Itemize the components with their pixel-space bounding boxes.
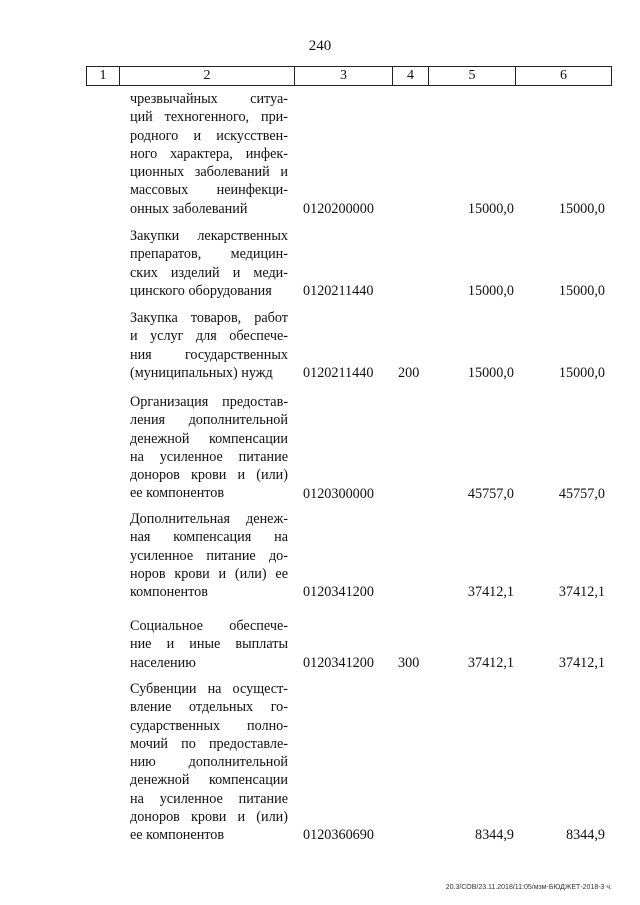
description-line: ная компенсация на: [130, 529, 288, 546]
description-line: Социальное обеспече-: [130, 618, 288, 634]
row-description: [130, 617, 288, 672]
description-line: населению: [130, 654, 196, 671]
row-code: 0120341200: [303, 584, 374, 601]
row-amount-col5: 37412,1: [467, 584, 514, 601]
description-line: Дополнительная денеж-: [130, 511, 288, 527]
table-header: [86, 66, 612, 86]
row-description: [130, 309, 288, 382]
page-number: 240: [308, 38, 332, 54]
row-expense-type: 200: [398, 364, 420, 381]
row-code: 0120341200: [303, 654, 374, 671]
description-line: доноров крови и (или): [130, 467, 288, 484]
row-code: 0120360690: [303, 827, 374, 844]
description-line: ние и иные выплаты: [130, 636, 288, 653]
row-amount-col5: 37412,1: [467, 654, 514, 671]
row-code: 0120300000: [303, 485, 374, 502]
row-amount-col6: 37412,1: [558, 654, 605, 671]
description-line: и услуг для обеспече-: [130, 328, 288, 345]
row-description: [130, 393, 288, 503]
row-amount-col5: 15000,0: [467, 364, 514, 381]
footer-stamp: 20.3/СОВ/23.11.2018/11:05/мзм-БЮДЖЕТ-2018-3 ч.: [445, 884, 612, 891]
description-line: ских изделий и меди-: [130, 264, 288, 281]
description-line: мочий по предоставле-: [130, 735, 288, 752]
description-line: чрезвычайных ситуа-: [130, 91, 288, 107]
row-amount-col5: 15000,0: [467, 200, 514, 217]
description-line: Закупка товаров, работ: [130, 310, 288, 326]
description-line: ций техногенного, при-: [130, 109, 288, 126]
description-line: ее компонентов: [130, 827, 225, 844]
description-line: вление отдельных го-: [130, 699, 288, 716]
description-line: компонентов: [130, 584, 208, 601]
row-amount-col5: 15000,0: [467, 282, 514, 299]
description-line: на усиленное питание: [130, 448, 288, 465]
description-line: Закупки лекарственных: [130, 228, 288, 244]
description-line: норов крови и (или) ее: [130, 565, 288, 582]
description-line: цинского оборудования: [130, 282, 272, 299]
row-expense-type: 300: [398, 654, 420, 671]
description-line: родного и искусствен-: [130, 127, 288, 144]
description-line: ее компонентов: [130, 485, 225, 502]
row-amount-col6: 45757,0: [558, 485, 605, 502]
description-line: нию дополнительной: [130, 754, 288, 771]
row-code: 0120200000: [303, 200, 374, 217]
row-description: [130, 90, 288, 218]
header-col-6: 6: [560, 68, 567, 83]
header-col-5: 5: [429, 67, 516, 85]
row-description: [130, 680, 288, 845]
description-line: Субвенции на осущест-: [130, 681, 288, 697]
description-line: ления дополнительной: [130, 412, 288, 429]
description-line: денежной компенсации: [130, 430, 288, 447]
row-code: 0120211440: [303, 282, 374, 299]
row-amount-col5: 8344,9: [474, 827, 514, 844]
description-line: массовых неинфекци-: [130, 182, 288, 199]
header-col-3: 3: [295, 67, 393, 85]
description-line: онных заболеваний: [130, 200, 248, 217]
description-line: ния государственных: [130, 346, 288, 363]
row-amount-col6: 15000,0: [558, 282, 605, 299]
description-line: (муниципальных) нужд: [130, 364, 273, 381]
row-code: 0120211440: [303, 364, 374, 381]
row-amount-col6: 15000,0: [558, 200, 605, 217]
description-line: усиленное питание до-: [130, 547, 288, 564]
description-line: на усиленное питание: [130, 790, 288, 807]
description-line: денежной компенсации: [130, 772, 288, 789]
header-col-1: 1: [87, 67, 120, 85]
header-col-2: 2: [120, 67, 295, 85]
description-line: Организация предостав-: [130, 394, 288, 410]
row-amount-col6: 8344,9: [565, 827, 605, 844]
row-description: [130, 227, 288, 300]
description-line: препаратов, медицин-: [130, 246, 288, 263]
description-line: сударственных полно-: [130, 717, 288, 734]
row-description: [130, 510, 288, 601]
description-line: доноров крови и (или): [130, 809, 288, 826]
row-amount-col6: 37412,1: [558, 584, 605, 601]
description-line: ционных заболеваний и: [130, 164, 288, 181]
row-amount-col5: 45757,0: [467, 485, 514, 502]
header-col-4: 4: [393, 67, 429, 85]
description-line: ного характера, инфек-: [130, 145, 288, 162]
row-amount-col6: 15000,0: [558, 364, 605, 381]
